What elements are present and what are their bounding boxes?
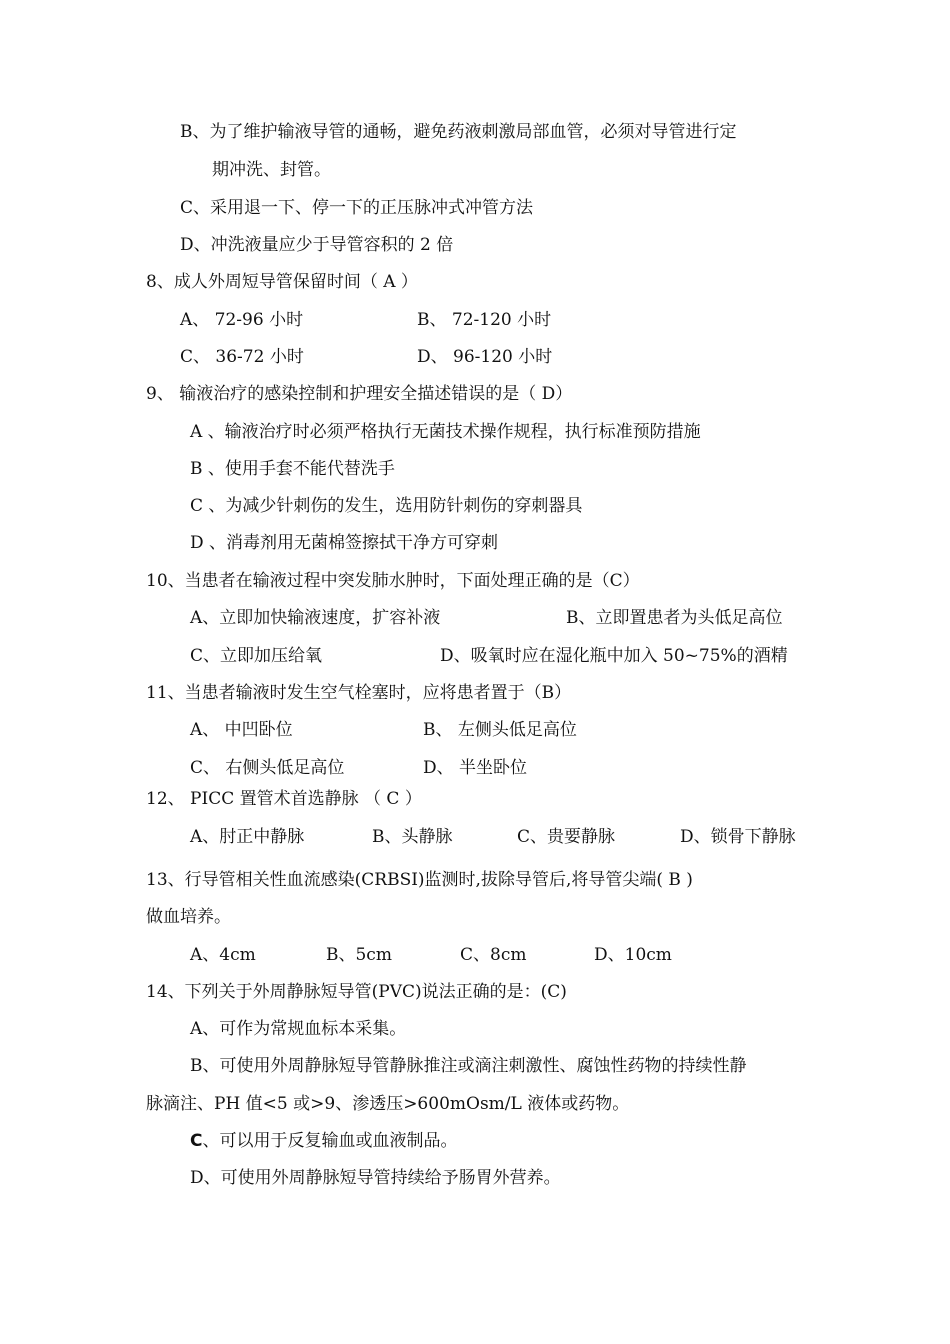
question-8: 8、成人外周短导管保留时间（ A ） xyxy=(146,272,418,292)
question-14: 14、下列关于外周静脉短导管(PVC)说法正确的是：(C) xyxy=(146,982,567,1002)
q10-option-c: C、立即加压给氧 xyxy=(190,646,323,666)
q9-option-a: A 、输液治疗时必须严格执行无菌技术操作规程，执行标准预防措施 xyxy=(190,422,701,442)
q13-option-d: D、10cm xyxy=(594,945,672,965)
q14-option-c xyxy=(190,1130,457,1152)
q7-option-c: C、采用退一下、停一下的正压脉冲式冲管方法 xyxy=(180,198,534,218)
question-12: 12、 PICC 置管术首选静脉 （ C ） xyxy=(146,789,422,809)
q14-option-c-label: C xyxy=(190,1131,203,1151)
q11-option-b: B、 左侧头低足高位 xyxy=(423,720,577,740)
q8-option-a: A、 72-96 小时 xyxy=(180,310,304,330)
q9-option-d: D 、消毒剂用无菌棉签擦拭干净方可穿刺 xyxy=(190,533,499,553)
q7-option-d: D、冲洗液量应少于导管容积的 2 倍 xyxy=(180,235,454,255)
question-10: 10、当患者在输液过程中突发肺水肿时，下面处理正确的是（C） xyxy=(146,571,640,591)
q9-option-c: C 、为减少针刺伤的发生，选用防针刺伤的穿刺器具 xyxy=(190,496,583,516)
q12-option-d: D、锁骨下静脉 xyxy=(680,827,796,847)
q11-option-d: D、 半坐卧位 xyxy=(423,758,528,778)
q9-option-b: B 、使用手套不能代替洗手 xyxy=(190,459,395,479)
q14-option-d: D、可使用外周静脉短导管持续给予肠胃外营养。 xyxy=(190,1168,561,1188)
q12-option-c: C、贵要静脉 xyxy=(517,827,616,847)
q10-option-d: D、吸氧时应在湿化瓶中加入 50~75%的酒精 xyxy=(440,646,788,666)
question-13-line2: 做血培养。 xyxy=(146,907,231,927)
q10-option-b: B、立即置患者为头低足高位 xyxy=(566,608,783,628)
q7-option-b-line2: 期冲洗、封管。 xyxy=(212,160,331,180)
q13-option-c: C、8cm xyxy=(460,945,527,965)
q8-option-d: D、 96-120 小时 xyxy=(417,347,553,367)
q13-option-b: B、5cm xyxy=(326,945,392,965)
q14-option-b-line1: B、可使用外周静脉短导管静脉推注或滴注刺激性、腐蚀性药物的持续性静 xyxy=(190,1056,747,1076)
q12-option-a: A、肘正中静脉 xyxy=(190,827,305,847)
question-9: 9、 输液治疗的感染控制和护理安全描述错误的是（ D） xyxy=(146,384,573,404)
q7-option-b-line1: B、为了维护输液导管的通畅，避免药液刺激局部血管，必须对导管进行定 xyxy=(180,122,737,142)
q11-option-a: A、 中凹卧位 xyxy=(190,720,293,740)
q14-option-b-line2: 脉滴注、PH 值<5 或>9、渗透压>600mOsm/L 液体或药物。 xyxy=(146,1094,630,1114)
question-13-line1: 13、行导管相关性血流感染(CRBSI)监测时,拔除导管后,将导管尖端( B ) xyxy=(146,870,693,890)
q8-option-c: C、 36-72 小时 xyxy=(180,347,304,367)
q8-option-b: B、 72-120 小时 xyxy=(417,310,552,330)
question-11: 11、当患者输液时发生空气栓塞时，应将患者置于（B） xyxy=(146,683,572,703)
q11-option-c: C、 右侧头低足高位 xyxy=(190,758,345,778)
q14-option-c-text: 、可以用于反复输血或血液制品。 xyxy=(202,1131,458,1151)
q10-option-a: A、立即加快输液速度，扩容补液 xyxy=(190,608,441,628)
q13-option-a: A、4cm xyxy=(190,945,256,965)
q12-option-b: B、头静脉 xyxy=(372,827,453,847)
q14-option-a: A、可作为常规血标本采集。 xyxy=(190,1019,407,1039)
